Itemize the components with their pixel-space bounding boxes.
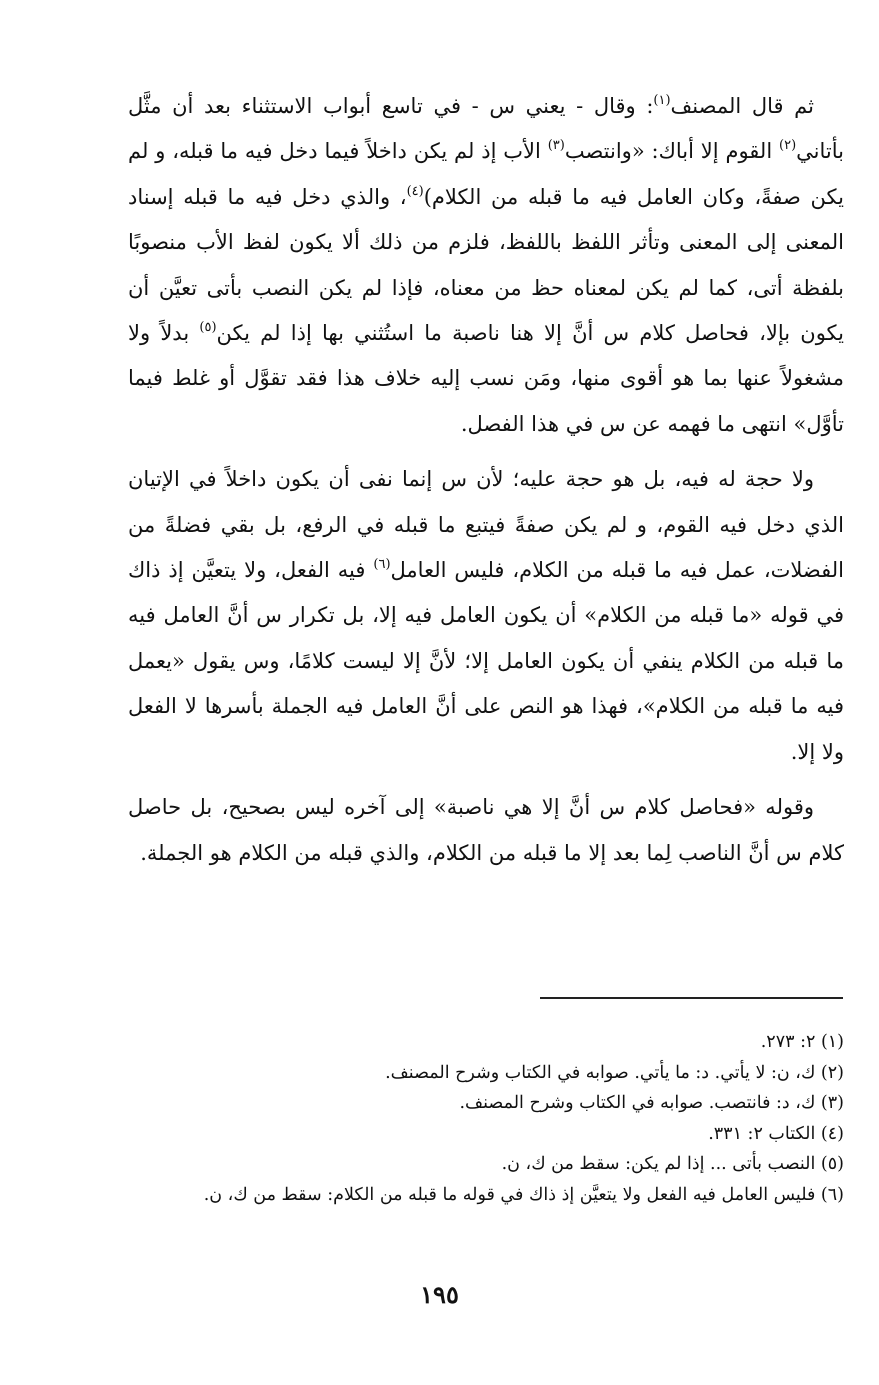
paragraph-text: القوم إلا أباك: «وانتصب — [564, 139, 780, 164]
footnote-reference: (٤) — [406, 183, 424, 199]
footnote-reference: (٣) — [547, 138, 565, 154]
footnote: (١) ٢: ٢٧٣. — [760, 1032, 844, 1052]
footnote-reference: (٢) — [779, 138, 797, 154]
footnote: (٦) فليس العامل فيه الفعل ولا يتعيَّن إذ ذاك في قوله ما قبله من الكلام: سقط من ك، ن. — [203, 1184, 844, 1205]
page-number: ١٩٥ — [420, 1280, 459, 1309]
footnotes — [128, 1027, 844, 1210]
footnote: (٢) ك، ن: لا يأتي. د: ما يأتي. صوابه في الكتاب وشرح المصنف. — [385, 1062, 844, 1083]
body-text — [128, 84, 844, 876]
paragraph-text: وقوله «فحاصل كلام س أنَّ إلا هي ناصبة» إلى آخره ليس بصحيح، بل حاصل كلام س أنَّ الناصب لِما بعد إلا ما قبله من الكلام، والذي قبله من الكلام هو الجملة. — [128, 795, 844, 865]
paragraph — [128, 785, 844, 876]
paragraph-text: الأب إذ لم يكن داخلاً فيما دخل فيه ما قبله، و لم يكن صفةً، وكان العامل فيه ما قبله من الكلام) — [128, 139, 844, 209]
paragraph-text: ثم قال المصنف — [670, 94, 815, 118]
paragraph-text: ، والذي دخل فيه ما قبله إسناد المعنى إلى المعنى وتأثر اللفظ باللفظ، فلزم من ذلك ألا يكون لفظ الأب منصوبًا بلفظة أتى، كما لم يكن لمعناه حظ من معناه، فإذا لم يكن النصب بأتى تعيَّن أن يكون بإلا، فحاصل كلام س أنَّ إلا هنا ناصبة ما استُثني بها إذا لم يكن — [128, 184, 844, 346]
footnote: (٤) الكتاب ٢: ٣٣١. — [708, 1123, 844, 1144]
footnote: (٥) النصب بأتى ... إذا لم يكن: سقط من ك، ن. — [501, 1154, 844, 1174]
paragraph-text: بدلاً ولا مشغولاً عنها بما هو أقوى منها، ومَن نسب إليه خلاف هذا فقد تقوَّل أو غلط فيما تأوَّل» انتهى ما فهمه عن س في هذا الفصل. — [128, 321, 844, 436]
paragraph-text: : وقال - يعني س - في تاسع أبواب الاستثناء بعد أن مثَّل بأتاني — [128, 94, 844, 164]
footnote-reference: (١) — [653, 93, 671, 108]
paragraph — [128, 84, 844, 447]
footnote-reference: (٥) — [199, 320, 217, 336]
paragraph-text: فيه الفعل، ولا يتعيَّن إذ ذاك في قوله «ما قبله من الكلام» أن يكون العامل فيه إلا، بل تكرار س أنَّ العامل فيه ما قبله من الكلام ينفي أن يكون العامل إلا؛ لأنَّ إلا ليست كلامًا، وس يقول «يعمل فيه ما قبله من الكلام»، فهذا هو النص على أنَّ العامل فيه الجملة بأسرها لا الفعل ولا إلا. — [128, 558, 844, 764]
footnote: (٣) ك، د: فانتصب. صوابه في الكتاب وشرح المصنف. — [459, 1093, 844, 1113]
footnote-separator — [540, 997, 843, 999]
paragraph-text: ولا حجة له فيه، بل هو حجة عليه؛ لأن س إنما نفى أن يكون داخلاً في الإتيان الذي دخل فيه القوم، و لم يكن صفةً فيتبع ما قبله في الرفع، بل بقي فضلةً من الفضلات، عمل فيه ما قبله من الكلام، فليس العامل — [128, 467, 844, 583]
footnote-reference: (٦) — [373, 557, 391, 573]
paragraph — [128, 457, 844, 775]
